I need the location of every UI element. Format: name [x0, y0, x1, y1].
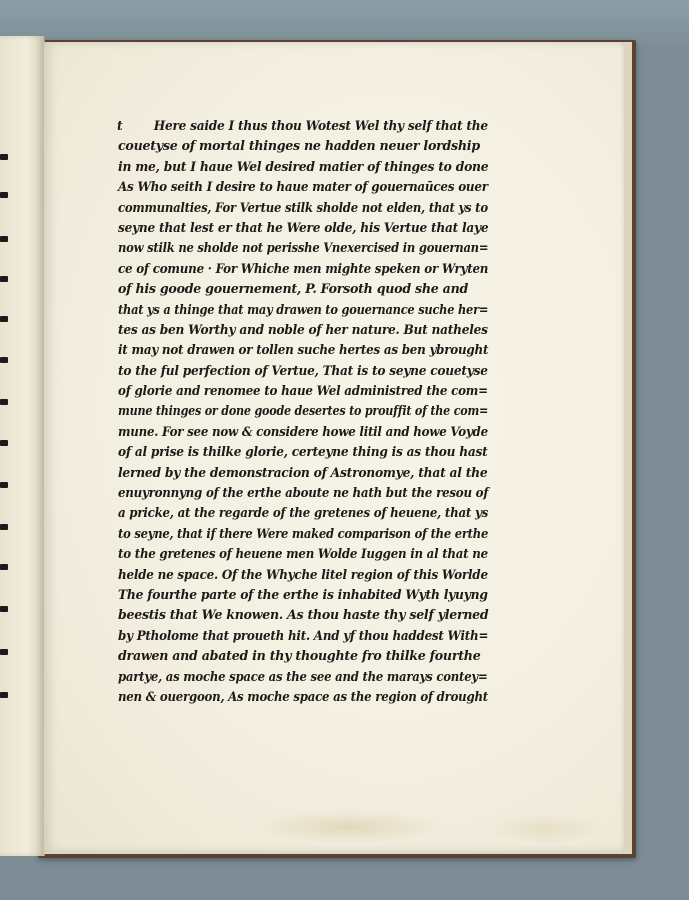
text-line: ce of comune · For Whiche men mighte speken or Wryten: [118, 260, 489, 276]
text-line: lerned by the demonstracion of Astronomye, that al the: [118, 464, 488, 480]
text-line: seyne that lest er that he Were olde, his Vertue that laye: [118, 219, 489, 235]
text-line: nen & ouergoon, As moche space as the region of drought: [118, 688, 488, 704]
page-stain: [484, 814, 604, 844]
page-text: [118, 116, 488, 707]
text-line: mune thinges or done goode desertes to prouffit of the com=: [118, 403, 489, 419]
facing-page-edge: [0, 36, 45, 856]
text-line-content: Here saide I thus thou Wotest Wel thy self that the: [153, 118, 488, 133]
text-line: of glorie and renomee to haue Wel administred the com=: [118, 383, 488, 399]
text-line: by Ptholome that proueth hit. And yf thou haddest With=: [118, 627, 489, 643]
text-line: to the ful perfection of Vertue, That is to seyne couetyse: [118, 362, 488, 378]
text-line: that ys a thinge that may drawen to gouernance suche her=: [118, 301, 489, 317]
text-line: partye, as moche space as the see and the marays contey=: [118, 668, 488, 684]
text-line: tes as ben Worthy and noble of her nature. But natheles: [118, 321, 488, 337]
text-line: now stilk ne sholde not perisshe Vnexercised in gouernan=: [118, 240, 489, 256]
text-line: in me, but I haue Wel desired matier of thinges to done: [118, 158, 489, 174]
text-line: communalties, For Vertue stilk sholde not elden, that ys to: [118, 199, 488, 215]
facing-page-text-edge: [0, 144, 14, 704]
text-line: it may not drawen or tollen suche hertes as ben ybrought: [118, 342, 489, 358]
text-line: of his goode gouernement, P. Forsoth quod she and: [118, 281, 469, 297]
text-line: helde ne space. Of the Whyche litel region of this Worlde: [118, 566, 488, 582]
page-stain: [254, 810, 444, 844]
text-line: mune. For see now & considere howe litil and howe Voyde: [118, 423, 488, 439]
text-line: drawen and abated in thy thoughte fro thilke fourthe: [118, 648, 481, 664]
text-line: to seyne, that if there Were maked comparison of the erthe: [118, 525, 489, 541]
text-line: couetyse of mortal thinges ne hadden neuer lordship: [118, 138, 480, 154]
text-line: [117, 116, 488, 136]
signature-mark: t: [117, 118, 123, 133]
text-line: enuyronnyng of the erthe aboute ne hath but the resou of: [118, 485, 489, 501]
text-line: to the gretenes of heuene men Wolde Iuggen in al that ne: [118, 546, 488, 562]
scan-background: [0, 0, 689, 45]
text-line: As Who seith I desire to haue mater of gouernaūces ouer: [118, 179, 488, 195]
text-line: a pricke, at the regarde of the gretenes of heuene, that ys: [118, 505, 489, 521]
text-line: The fourthe parte of the erthe is inhabited Wyth lyuyng: [118, 586, 488, 602]
text-line: beestis that We knowen. As thou haste thy self ylerned: [118, 607, 489, 623]
text-line: of al prise is thilke glorie, certeyne thing is as thou hast: [118, 444, 488, 460]
